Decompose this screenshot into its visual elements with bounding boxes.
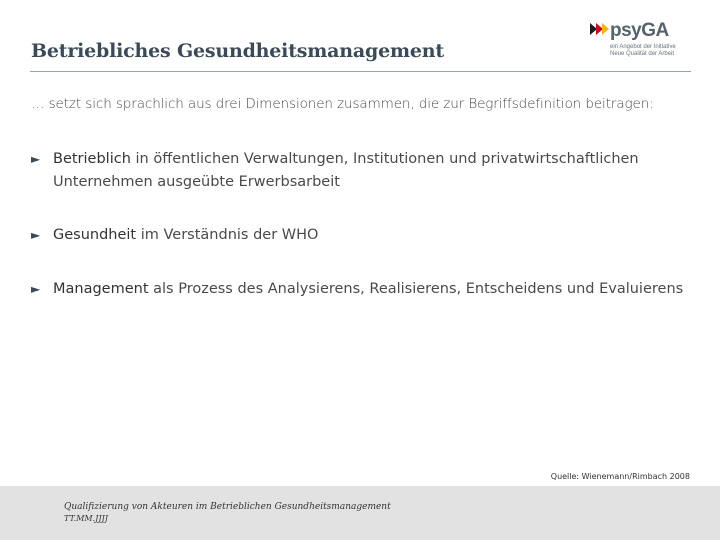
bullet-term: Betrieblich — [53, 151, 131, 167]
header-divider — [30, 71, 691, 72]
bullet-item-gesundheit — [31, 224, 691, 247]
intro-text: … setzt sich sprachlich aus drei Dimensionen zusammen, die zur Begriffsdefinition beitragen: — [31, 96, 654, 112]
footer-date: TT.MM.JJJJ — [64, 514, 108, 523]
bullet-arrow-icon: ► — [31, 152, 41, 166]
bullet-text: als Prozess des Analysierens, Realisierens, Entscheidens und Evaluierens — [148, 281, 684, 297]
source-citation: Quelle: Wienemann/Rimbach 2008 — [550, 472, 690, 481]
bullet-term: Gesundheit — [53, 227, 137, 243]
psyga-logo — [590, 20, 700, 64]
bullet-arrow-icon: ► — [31, 228, 41, 242]
logo-name: psyGA — [610, 20, 669, 41]
footer-bar — [0, 486, 720, 540]
bullet-text-continuation: Unternehmen ausgeübte Erwerbsarbeit — [53, 174, 340, 190]
footer-title: Qualifizierung von Akteuren im Betrieblichen Gesundheitsmanagement — [64, 502, 391, 512]
logo-tagline: ein Angebot der Initiative Neue Qualität der Arbeit — [610, 44, 676, 57]
bullet-term: Management — [53, 281, 149, 297]
bullet-item-management — [31, 278, 691, 301]
bullet-text: in öffentlichen Verwaltungen, Institutionen und privatwirtschaftlichen — [130, 151, 639, 167]
logo-arrows-icon — [590, 23, 612, 35]
bullet-item-betrieblich — [31, 148, 691, 194]
bullet-text: im Verständnis der WHO — [136, 227, 319, 243]
bullet-arrow-icon: ► — [31, 282, 41, 296]
page-title: Betriebliches Gesundheitsmanagement — [31, 40, 444, 62]
